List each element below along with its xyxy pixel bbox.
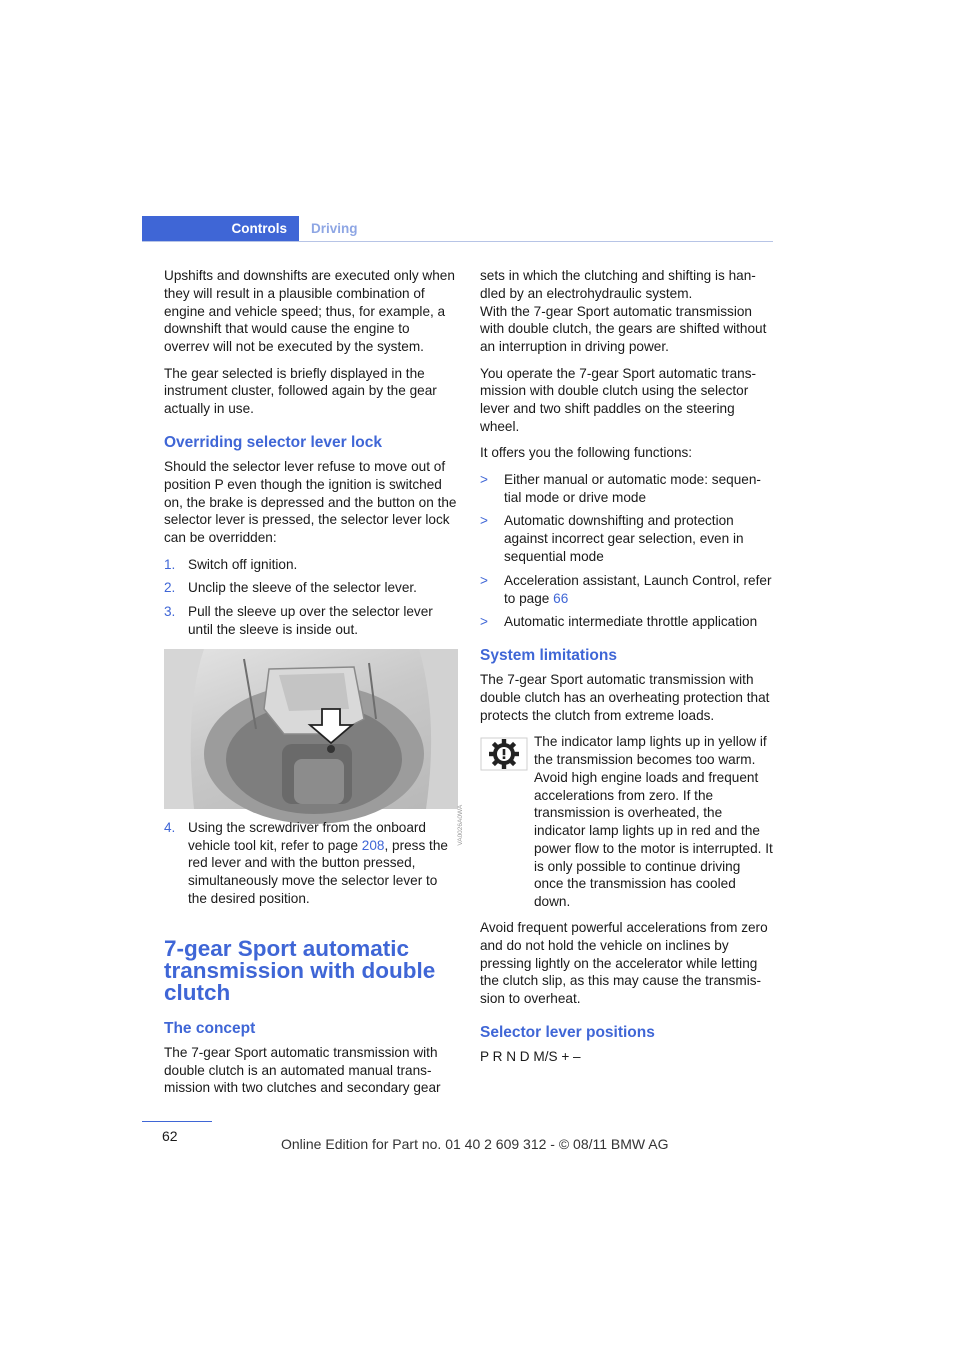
paragraph: The gear selected is briefly displayed in the instrument cluster, followed again by the gear actually in use. xyxy=(164,365,437,417)
step-number: 4. xyxy=(164,819,176,835)
heading-overriding-lock: Overriding selector lever lock xyxy=(164,433,382,451)
paragraph: With the 7-gear Sport automatic transmission with double clutch, the gears are shifted without an interruption in driving power. xyxy=(480,303,767,355)
selector-lever-illustration xyxy=(164,649,458,809)
paragraph: The 7-gear Sport automatic transmission with double clutch is an automated manual trans-mission with two clutches and secondary gear xyxy=(164,1044,441,1096)
header-section[interactable]: Controls xyxy=(231,221,287,236)
step-text: Pull the sleeve up over the selector lever until the sleeve is inside out. xyxy=(188,604,433,637)
paragraph: You operate the 7-gear Sport automatic trans-mission with double clutch using the selector lever and two shift paddles on the steering wheel. xyxy=(480,365,757,434)
list-item-text: Automatic downshifting and protection against incorrect gear selection, even in sequential mode xyxy=(504,513,744,564)
bullet-marker: > xyxy=(480,513,488,529)
list-item xyxy=(480,512,773,565)
list-item xyxy=(480,613,773,631)
paragraph: Should the selector lever refuse to move out of position P even though the ignition is switched on, the brake is depressed and the button on the selector lever is pressed, the selector lever lock can be overridden: xyxy=(164,458,457,546)
heading-selector-positions: Selector lever positions xyxy=(480,1024,655,1042)
list-item xyxy=(480,471,773,507)
bullet-marker: > xyxy=(480,614,488,630)
heading-system-limitations: System limitations xyxy=(480,647,617,665)
step-item xyxy=(164,556,458,574)
step-item xyxy=(164,819,458,908)
step-number: 2. xyxy=(164,580,176,596)
paragraph: The 7-gear Sport automatic transmission with double clutch has an overheating protection that protects the clutch from extreme loads. xyxy=(480,672,770,723)
section-title: 7-gear Sport automatic transmission with double clutch xyxy=(164,935,436,1005)
header-chapter[interactable]: Driving xyxy=(311,221,358,236)
paragraph: sets in which the clutching and shifting is han-dled by an electrohydraulic system. xyxy=(480,268,756,301)
selector-positions: P R N D M/S + – xyxy=(480,1049,581,1065)
warning-text: The indicator lamp lights up in yellow if the transmission becomes too warm. Avoid high engine loads and frequent accelerations from zero. If the transmission is overheated, the indicator lamp lights up in red and the power flow to the motor is interrupted. It is only possible to continue driving once the transmission has cooled down. xyxy=(534,734,773,910)
online-edition-note: Online Edition for Part no. 01 40 2 609 312 - © 08/11 BMW AG xyxy=(281,1136,669,1152)
paragraph: It offers you the following functions: xyxy=(480,445,693,461)
step-text: Switch off ignition. xyxy=(188,556,298,572)
list-item-text: Acceleration assistant, Launch Control, refer to page xyxy=(504,572,772,606)
list-item-text: Either manual or automatic mode: sequen-tial mode or drive mode xyxy=(504,471,761,505)
page-link[interactable]: 208 xyxy=(361,837,385,853)
bullet-marker: > xyxy=(480,471,488,487)
step-item xyxy=(164,603,458,639)
paragraph: Avoid frequent powerful accelerations from zero and do not hold the vehicle on inclines by pressing lightly on the accelerator while letting the clutch slip, as this may cause the transmis-sion to overheat. xyxy=(480,920,768,1007)
page-number: 62 xyxy=(162,1128,178,1144)
page-link[interactable]: 66 xyxy=(553,590,569,606)
left-column xyxy=(164,267,465,1106)
list-item xyxy=(480,572,773,608)
step-number: 1. xyxy=(164,556,176,572)
warning-note xyxy=(480,733,773,911)
paragraph: Upshifts and downshifts are executed only when they will result in a plausible combination of engine and vehicle speed; thus, for example, a downshift that would cause the engine to overrev will not be executed by the system. xyxy=(164,268,455,355)
heading-concept: The concept xyxy=(164,1019,256,1037)
step-number: 3. xyxy=(164,604,176,620)
image-code: VA0026A0WA xyxy=(457,804,465,846)
footer-rule xyxy=(142,1121,212,1122)
step-text: Unclip the sleeve of the selector lever. xyxy=(188,580,417,596)
right-column xyxy=(480,267,773,1074)
step-text: Using the screwdriver from the onboard vehicle tool kit, refer to page xyxy=(188,819,426,853)
bullet-marker: > xyxy=(480,572,488,588)
list-item-text: Automatic intermediate throttle application xyxy=(504,614,758,630)
transmission-gear-warning-icon xyxy=(480,737,528,771)
step-item xyxy=(164,579,458,597)
step-text: , press the red lever and with the button pressed, simultaneously move the selector lever to the desired position. xyxy=(188,837,448,906)
